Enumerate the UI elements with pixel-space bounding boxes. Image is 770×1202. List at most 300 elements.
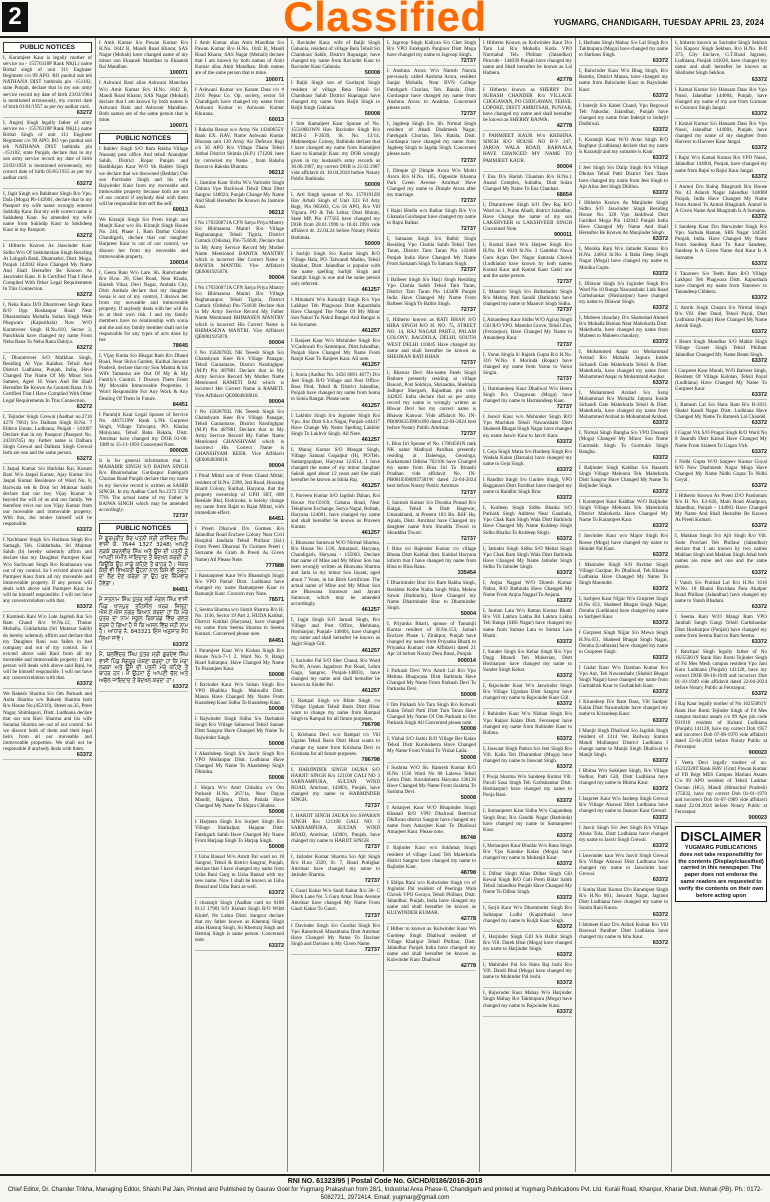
public-notice: I Rajni Bhella w/o Balkar Singh R/o V/o Ghanala Gurdaspur have changed my name to Rajni Balkar.	[387, 207, 476, 227]
ad-code: 72737	[291, 803, 380, 811]
ad-code: 100014	[99, 260, 188, 268]
column-1	[0, 38, 96, 1172]
ad-code: 63372	[579, 155, 668, 163]
ad-code: 72737	[387, 198, 476, 206]
ad-code: 461257	[291, 483, 380, 491]
ad-code: 63372	[195, 943, 284, 951]
disclaimer-text: YUGMARG PUBLICATIONS does not take responsibility for the contents (Display/classified) carried in this newspaper. The paper does not endorse the same readers are requested to verify the contents on their own before acting upon	[678, 845, 764, 899]
public-notice: ਮੈਂ ਸਤਨਾਮ ਸਿੰਘ ਪੁੱਤਰ ਸ੍ਰੀ ਮੰਗਲ ਸਿੰਘ ਵਾਸੀ ਪਿੰਡ ਖਾਨਪੁਰ ਤਹਿਸੀਲ ਖਰੜ ਜ਼ਿਲ੍ਹਾ ਐਸ.ਏ.ਐਸ ਨਗਰ ਬਿਆਨ ਕਰਦਾ ਹਾਂ ਕਿ ਮੇਰੇ ਪੁੱਤਰ ਦਾ ਨਾਮ ਸਕੂਲ ਰਿਕਾਰਡ ਵਿੱਚ ਗਲਤ ਦਰਜ ਹੋ ਗਿਆ ਹੈ ਜੋ ਕਿ ਅਸਲ ਵਿੱਚ ਸਹੀ ਨਾਮ ਹੈ। ਆਧਾਰ ਨੰ. 843321 ਇਸ ਅਨੁਸਾਰ ਸੋਧ ਲਿਆ ਜਾਵੇ।	[99, 597, 188, 642]
ad-code: 63372	[483, 980, 572, 988]
column-5	[384, 38, 480, 1172]
ad-code: 63372	[579, 620, 668, 628]
ad-code: 72737	[483, 342, 572, 350]
footer	[0, 1174, 770, 1202]
ad-code: 72737	[291, 878, 380, 886]
ad-code: 72737	[291, 844, 380, 852]
public-notice: I, Bina Jiri Spouse of No. 17064561N rank NK name Madhyal Pardhan presently residing at Daleenga, Geosinga, Karkatnand Odisha 762106 have Changed my name from Bina Jiri To Binashi Pradhan vide affidavit No. IN-PB08183080937381W dated 22-04-2024 best before Notary Public Amritsar.	[387, 440, 476, 490]
ad-code: 42778	[483, 123, 572, 131]
ad-code: 63372	[579, 718, 668, 726]
public-notice: I, Neha Rana D/O Dharmveer Singh Rana R/O Opp Roshanpur Road Near Dharamshala Mohalla Sultan Singh Wale Phagwara (Kapurthala) Now W/O Karamveer Singh H.No.610, Sector 3, Panchkula have changed my name From Neha Rana To Neha Rana Dahiya.	[3, 302, 92, 345]
ad-code: 461257	[291, 530, 380, 538]
public-notice: ਮੈਂ ਗੁਰਪ੍ਰੀਤ ਕੌਰ ਪਤਨੀ ਸ੍ਰੀ ਰਾਜਿੰਦਰ ਸਿੰਘ ਵਾਸੀ ਕੇ. 7644 1327 3248) ਆਪਣੇ ਲੜਕੇ ਕਰਨਵੀਰ ਸਿੰਘ ਅਤੇ ਉਸ ਦੀ ਪਤਨੀ ਨੂੰ ਆਪਣੀ ਜ਼ਮੀਨ ਜਾਇਦਾਦ ਤੋਂ ਬੇਦਖਲ ਕਰਦੀ ਹਾਂ ਕਿਉਂਕਿ ਉਹ ਸਾਡੇ ਕਹਿਣੇ ਤੋਂ ਬਾਹਰ ਹੈ। ਜੇਕਰ ਕੋਈ ਵੀ ਵਿਅਕਤੀ ਉਹਨਾਂ ਨਾਲ ਕਿਸੇ ਵੀ ਤਰ੍ਹਾਂ ਦਾ ਲੈਣ ਦੇਣ ਕਰੇਗਾ ਤਾਂ ਉਹ ਖੁਦ ਜ਼ਿੰਮੇਵਾਰ ਹੋਵੇਗਾ।	[99, 536, 188, 587]
public-notice: I, hitherto known as Surinder Singh Sekhon S/o Kapoor Singh Sekhon, R/o H.No. B-II 373, City Enclave, G.T.Road Jagraon, Ludhiana, Punjab 142026, have changed my name and shall hereafter be known as Shalinder Singh Sekhon.	[675, 40, 767, 77]
ad-code: 63372	[675, 214, 767, 222]
ad-code: 84451	[195, 638, 284, 646]
public-notice: I, HARJIT SINGH JAURA S/o SWARAN SINGH R/o 121100 GALI NO 3 SARNAMPURA, SULTAN WIND ROAD, Amritsar, 143001, Punjab, have changed my name to HARJIT SINGH.	[291, 813, 380, 844]
public-notice: I Seema Rani W/O Mangi Ram VPO Jandiali Sangh Gangi Tehsil Garhshankar Distt Hoshiarpur (Punjab) have changed my name from Seema Rani to Ram Seema.	[675, 614, 767, 639]
public-notice: I, Varun Singla S/ Rajesh Gupta R/o H.No. 316 W.No. 6 Morinda (Ropar) have changed my name from Varun to Varun Singla.	[483, 351, 572, 376]
ad-code: 98212	[195, 210, 284, 218]
public-notice: I, Jagdeep Singh S/o. Sh. Nirmal Singh resident of Abadi Dashmesh Nagar, Fatehgarh Churian, Teh. Batala, Distt. Gurdaspur have changed my name from Jagdeep Singh to Jagdip Singh. Concerned please note.	[387, 120, 476, 158]
ad-code: 63372	[675, 420, 767, 428]
ad-code: 63372	[579, 420, 668, 428]
public-notice: I, Tejinder Singh Grewal (Aadhar no.2716 4270 7663) S/o Dalbara Singh H.No. 7 Eldeco Estate, Ludhiana, Punjab - 141007 Declare that in my Passport (Passport No. 24316745) my Father name is Dalbara Singh Grewal and Dalbara Singh Grewal both are one and the same person.	[3, 413, 92, 457]
public-notice: I Hither to known as Kulwinder Kaur Wo Gurdeep Singh Dhaliwal resident of Village Khalipur Tehsil Phillaur, Distt. Jalandhar Punjab India have changed my name and shall hereafter be known as Kulwinder Kaur Dhaliwal	[387, 926, 476, 963]
column-3	[192, 38, 288, 1172]
ad-code: 461257	[291, 362, 380, 370]
ad-code: 63372	[579, 489, 668, 497]
public-notice: I Rajni W/o Kamal Kumar R/o VPO Nussi, Jalandhar 144004, Punjab, have changed my name from Rajni to Rajni Kaur Jangal.	[675, 155, 767, 174]
public-notice: I, Dilawar Singh S/o Joginder Singh R/o Ward No 10 Bunga Nawanshahr Link Road Garhshankar (Hoshiarpur) have changed my name to Dilawar Singh.	[579, 280, 668, 305]
public-notice: I, Ramesh Lal S/o Hans Ram R/o B-1831 Shakti Kandi Nagar Distt. Ludhiana Have Changed My Name To Ramesh Lal Chandel.	[675, 402, 767, 421]
ad-code: 63372	[483, 736, 572, 744]
public-notice: I, Bhawar Devi Mo-name Fateh Singh Rathore presently residing at village Bawari, Post Sokhiya, Shrinadna, Shekhala Jodhpur Shergarh, Rajasthan pin code 342025 India declare that as per army record my name is wrongly written as Bhwar Devi but my correct name is Bhawar Kanwar. Vide affidavit No. IN-PB08963539001490 dated 22-04-2024 best before Notary Public Amritsar.	[387, 369, 476, 431]
ad-code: 90004	[483, 164, 572, 172]
public-notice: I Bina s/o Rajender Kumar r/o village Bhuna Distt Kaithal distt. Kaithal Haryana inform that I have changed my name from Bina to Bina Rana.	[387, 546, 476, 571]
ad-code: 72737	[387, 360, 476, 368]
ad-code: 63372	[483, 1009, 572, 1017]
ad-code: 50009	[291, 241, 380, 249]
public-notice: I Anshma Arora W/o Naresh Narula previously called Anshma Arora, resident Sanjar Mohalla, Near BVN College Fatehgarh Churian, Teh. Batala, Distt. Gurdaspur have changed my name from Anshma Arora to Anshma. Concerned please note.	[387, 68, 476, 111]
ad-code: 63372	[579, 236, 668, 244]
public-notice: I, Rampal Singh s/o Bhim Singh r/o Village Ugahan Tehsil Basis Distt Hisar want to change my name from Rampal Singh to Rampal for all future purposes.	[291, 697, 380, 723]
imprint-line: Chief Editor, Dr. Chander Trikha, Managing Editor, Shashi Pal Jain, Printed and Published by Gaurav Goel for Yugmarg Prakashan from 28/1, Industrial Area Phase-II, Chandigarh and printed at Yugmarg Publications Pvt. Ltd. Kurali Road, Khanpur, Kharar Distt. Mohali (PB). Ph.: 0172-5082721, 2972414. Email: yugmarg@gmail.com	[7, 1187, 763, 1201]
public-notice: I, Vijay Kuma S/o Bhagat Ram R/o Dhand Road, Near Shiva Garden, Kaithal Jaswant Pradesh, declare that my Son Mamta & his Wife Tamanna are Out Of My & My Family's Control. I Disown Them From My Movable Immoveable Properties. I Won't Responsible For Any Work & Any Dealing Of Them In Future.	[99, 352, 188, 402]
public-notice: I, Parveen Kumar S/O Jagdish Dahan, R/o House No:C0169, Gahana Road, Near Telephone Exchange, Surya Nagar, Rohtak, Haryana 124001, have changed my name and shall hereafter be known as Praveen Kumar.	[291, 493, 380, 530]
public-notice: I Jaswir Kaur w/o Mohinder Singh R/O Vpo Machhan Tehsil Nawanshahr Distt Shaheed Bhagat Singh Nagar have changed my name Jaswir Kaur to Jasvir Kaur.	[483, 414, 572, 439]
public-notice: I Davinder Singh S/o Gurdial Singh R/o Vpo Ranodwali Musalmana Distt Amritsar Have Changed My Name To Daviner Singh and Daviner is My Given Name.	[291, 922, 380, 947]
public-notice: I, Monika Rani W/o Jatinder Kumar R/o H.No. 24814 St.No. 4 Baba Deep Singh Nagar (Moga) have changed my name to Monika Gupta.	[579, 246, 668, 271]
public-notice: I Balbeer Singh S/o Harji Singh Residing Vpo Chohla Sahib Tehsil Tarn Taran, District Tarn Taran Pin 143408 Punjab India Have Changed My Name From Balbeer Singh To Balbir Singh.	[387, 276, 476, 308]
public-notice: I Ashwani Kumar s/o Karam Dass r/o # 2161 Pepsu Co. Op. society, sector 50 Chandigarh have changed my name from Ashwani Kumar to Ashwani Kumar Khurana.	[195, 86, 284, 117]
public-notice: I Ashwani Rani alias Ashwani Manchan W/o Amit Kumar R/o H.No. 1842 B, Mandi Road Kharar, SAS Nagar (Mohali) declare that I am known by both names is Ashwani Rani and Ashwani Mandhan. Both names are of the same person that is mine.	[99, 80, 188, 124]
ad-code: 72737	[99, 513, 188, 521]
ad-code: 63372	[579, 271, 668, 279]
ad-code: 63372	[675, 392, 767, 400]
ad-code: 63372	[483, 673, 572, 681]
column-8	[672, 38, 770, 1172]
ad-code: 63372	[579, 877, 668, 885]
ad-code: 63372	[195, 890, 284, 898]
page-number: 2	[2, 2, 28, 32]
public-notice: I, Mahinder Pal S/o Hans Raj Joshi R/o Vill. Dandi Bhai (Moga) have changed my name to Mohinder Pal Joshi.	[483, 962, 572, 981]
public-notice: I Rajwinder Singh Sidhu S/o Darbaksh Singh R/o Village Sahnewal Tehsil Sanaur Distt Sangrur Have Changed My Name To Rajwinder Singh.	[195, 716, 284, 741]
public-notice: I, Harbans Singh Mahay S/o Lal Singh R/o Takhtupura (Moga) have changed my name to Harbans Singh.	[579, 40, 668, 59]
public-notice: I Rubinder Kaur W/o Nishan Singh R/o Vpo Raipur Kalan Distt. Ferozepur have changed my name from Rubinder Kaur to Rubina.	[483, 711, 572, 736]
public-notice: I No 15628783L NK Teeesh Singh S/o Ghanshyam Keer R/o Village Panagar, Tehsil Gautamaxe, District Narshighpur (M.P) Pin 487881 Declare that in My Army Service Record My Father Name Mentioned GHANSHYAM which is incorrect His Correct Name is GHANSHYAM KEER. Vice Affidavit QE0004838016.	[195, 408, 284, 464]
public-notice: I Smt Kamaljeet Kaur Spouse of No. 15518681WN Hav. Ravinder Singh R/o MCB-2 F-2639, St. No. 13/14, Mehmeetpur Colony, Bathinda declare that I have changed my name from Kamaljeet Kaur to Kamaljit Kaur. my DOB wrongly given in my husband's army records as 30.06.1967, my correct DOB is 21.02.1987 vide affidavit dt. 18.04.2024 before Notary Public Bathinda.	[291, 120, 380, 182]
public-notice: I Sarbjit Singh S/o Kartar Singh R/O Village Hala, PO. Talwandi Madho, Tehsil Shahkot, Distt. Jalandhar is popular with the name spelling Sarbjit Singh and Sarabjit Singh is one and the same person only referred.	[291, 250, 380, 288]
ad-code: 78645	[99, 343, 188, 351]
ad-code: 63372	[579, 552, 668, 560]
public-notice: I Shilpa Rani w/o Kulwinder Singh r/o of Jogindar Pal resident of Peeringa Wala Chowk VPO Goraya, Tehsil Phillaur, Distt. Jalandhar, Punjab, India have changed my name and shall hereafter be known as KULWINDER KUMAR.	[387, 879, 476, 917]
public-notice: I, Rajwinder Kaur W/o Jaswinder Singh R/o Village Ugrahan Distt Sangrur have changed my name to Rajwinder Kaur Gill.	[483, 683, 572, 702]
ad-code: 335454	[387, 570, 476, 578]
masthead	[0, 0, 770, 38]
ad-code: 63372	[675, 145, 767, 153]
public-notice: I Baldev Singh S/O Ram Rakha Village Nausanj post office And tehsil Anandpur Sahib, District Ropar Punjab and Rashbhajan Kaur W/O Sh Baldev Singh we declare that we disowned (Beddar) Our son Parvinder Singh and his wife Rajwinder Kaur from my moveable and immovable property because both are out of our control if anybody deal with them will be responsible him self the self.	[99, 146, 188, 207]
public-notice: I Vansh S/o Prahlad Lal R/o H.No 1616 W.No. 18 Bhaini Ravidass Para Akalpur Road Phillaur (Jalandhar) have changed my name to Vansh Bhadani.	[675, 580, 767, 605]
ad-code: 63372	[675, 691, 767, 699]
ad-code: 900023	[675, 815, 767, 823]
ad-code: 100071	[99, 70, 188, 78]
public-notice: I, Ravinder Kaur, wife of Baljit Singh Gahunia, resident of village Bela Tehsil Sri Chamkaur Sahib, District Rupnagar, have changed my name from Ravinder Kaur to Ravinder Kaur Gahunia.	[291, 40, 380, 71]
public-notice: I Usha Bansal W/o Amrit Pal ward no 18 Sangrur, Tehsil & district Sangrur, Punjab, declare that I have changed my name from Usha Rani Garg to Usha Bansal with my new name. Now I shall be known as Usha Bansal and Usha Rani as well.	[195, 853, 284, 891]
ad-code: 63372	[675, 329, 767, 337]
public-notice: I, Jagroop Singh Kaliyan S/o Chet Singh R/o VPO Fatehgarh Panjtoor Distt Moga have changed my name to Jagroop Singh.	[387, 40, 476, 59]
public-notice: I Kamlesh Rani W/o Late Jagdish Rai S/o Ram Chand R/o W.No.12, Thukur Mohalla, Giddarbaha (Sri Muktsar Sahib) do hereby solemnly affirm and declare that my Daughter Rani was fallen in bad company and out of my control. So i evicted above said Rani from all my moveable and immoveable property. If any person will deals with above said Rani, he will be himself responsible. I will not have any concern/relation with that.	[3, 614, 92, 682]
public-notice: I Hitherto Known As Jaswinder Kaur Sidhu W/o Of Sukhdarshan Singh Residing At Lohgarh Basti, Dhamsehri, Distt. Moga, Punjab 142042 Have Changed My Name And Shall Hereafter Be Known As Jaswinder Kaur. It Is Certified That I Have Complied With Other Legal Requirements In This Connection.	[3, 243, 92, 293]
ad-code: 98212	[195, 170, 284, 178]
public-notice: I Om Parkash S/o Tara Singh R/o Kotwali Kalan Tehsil Patti Distt Tarn Taran Have Changed My Name Of Om Parkash to Om Parkash Singh All Concerned please note.	[387, 701, 476, 727]
ad-code: 63372	[483, 798, 572, 806]
ad-code: 63372	[99, 642, 188, 650]
ad-code: 63372	[675, 261, 767, 269]
public-notice: I, Bhawana Saraswat W/O Nirmal Sharma, R/o House No 1/26, Amarpuri, Haryana, Chandigarh, Haryana - 135003, Declare that name of Mine and My Minor Son has been wrongly written as Bhawana Sharma and Jatin in my minor Son Jayant, aged about 7 Years, in his Birth Certificate. The actual name of Mine and My Minor Son are Bhawana Saraswat and Jayant Saraswat, which may be amended accordingly.	[291, 540, 380, 607]
ad-code: 63372	[99, 684, 188, 692]
public-notice: I Raksha Rawat w/o Army No 14360655Y Rank EX. HAV. Name Ashwani Kumar Bhurata unit 130 Army Air Defence Regt c/o 56 APO R/o Village Thana Tehsil Jubbal District Shimla (H.P.) 171206. here by corrected my Name , from Raksha Rawat to Raksha Bhurata.	[195, 127, 284, 170]
public-notice: I Raj Kaur legally mother of No 16255061Y Rank Hav Romi Tejinder Singh of Fd Mes campus mariani assam c/o 99 Apo pin code 931910 resident of Kuhani Ludhiana (Punjab) 141128, have my correct Dob 1957 and incorrect Dob 07-08-1970 vide affidavit dated 22-04-2024 before Notary Public at Ferozepur.	[675, 701, 767, 751]
section-title: Classified	[283, 0, 487, 40]
ad-code: 461257	[291, 607, 380, 615]
public-notice: I Baljit Singh son of Gurdayal Singh resident of village Bela Tehsil Sri Chamkaur Sahib District Rupnagar have changed my name from Baljit Singh to Baljit Singh Gahunia.	[291, 80, 380, 111]
ad-code: 50008	[387, 692, 476, 700]
ad-code: 63372	[483, 861, 572, 869]
public-notice: I Preeti Dharwal D/o Gurmen R/o Jalandhar Road Enclave Colony Near Civil Hospital Jandiala Tehsil Phillaur (Jal.) From Preeti Dharwal To Gurmen Preeti ( Surname As Gram & Preeti As Given Name) All Please Note.	[195, 526, 284, 563]
ad-code: 63372	[579, 523, 668, 531]
public-notice: I, Dharamveer Singh S/O Dev Raj R/O Ward no 1, Puran Abadi, district Jalandhar, Have Change the name of my son LAKSHVEER to LAKSHVEER SINGH Concerned Note.	[483, 201, 572, 233]
ad-code: 900014	[387, 658, 476, 666]
public-notice: I, Anjna Nagpal W/O Dinesh Kumar Nakra, R/O Bathinda Have Changed My Name From Anjna Nagpal To Anjana.	[483, 580, 572, 599]
public-notice: I, Satnaam Singh S/o Balbir Singh Residing Vpo Chohla Sahib Tehsil Tarn Taran, District Tarn Taran Pin 143408 Punjab India Have Changed My Name From Satnaam Singh To Satnam Singh.	[387, 236, 476, 267]
public-notice: I Dharminder Brar S/o Ram Rakha Singh, Resident Kothe Natha Singh Wala, Mehna Sawai (Bathinda), Have Changed my Name Dharminder Brar to Dharminder Singh.	[387, 580, 476, 611]
ad-code: 42778	[387, 963, 476, 971]
public-notice: I, Kuldeep Singh Sidhu Bhaika S/O Parkash Singh Address Near Gaushala, Vpo Chak Ram Singh Wala Distt Bathinda Have Changed My Name Kuldeep Singh Sidhu Bhaika To Kuldeep Singh.	[483, 505, 572, 536]
section-heading: PUBLIC NOTICES	[99, 133, 188, 144]
public-notice: I Minakshi W/o Kamaljit Singh R/o Vpo Lakhpur Teh Phagwara Distt Kapurthala Have Changed The Name Of My Minor Son Nakul To Nakul Bangar And Bangar is his Surname.	[291, 297, 380, 328]
ad-code: 72737	[387, 490, 476, 498]
public-notice: I, Dilbar Singh Alias Dilbar Singh Gill Kewal Singh R/O Gali Prem Bidar Sahib Tehsil Jalandhar Punjab Have Changed My Name To Dilbar Singh.	[483, 871, 572, 896]
ad-code: 50004	[387, 611, 476, 619]
public-notice: I charanjit Singh (Aadhar card no 6188 8112 1790) S/O Kishan Singh R/O Wildt Klub#, No Lahra Distt. Sangrur declare that my father known as Khemraj Singh alias Hansraj Singh, So Khemraj Singh and Hemraj Singh is same person. Concerned note.	[195, 900, 284, 943]
public-notice: I Amit Kumar alias Amit Mandhan S/o Pawan Kumar R/o H.No. 1842 B, Mandi Road Kharar, SAS Nagar (Mohali) declare that I am known by both names of Amit Kumar alias Amit Mandhan. Both names are of the same person that is mine.	[195, 40, 284, 77]
public-notice: I, Vishal S/O Jasbir R/O Village Ber Kalan Tehsil Distt Kurukshetra Have Changed My Name From Vishal To Vishal Lalia.	[387, 736, 476, 755]
ad-code: 50008	[291, 111, 380, 119]
ad-code: 63372	[3, 604, 92, 612]
disclaimer-title: DISCLAIMER	[680, 829, 762, 844]
public-notice: I, Manoj Kumar S/O Mangat Singh, Village Samani Gopalpur (H), PO/Teh. Samargopalpur, Haryana 124514, I have changed the name of my minor daughter Sakshi aged about 12 years and She shall hereafter be known as Ishita Raj.	[291, 446, 380, 484]
public-notice: I Ravinder Kaur W/o Sohan Singh R/o VPO Bhabhia Bugh. Maloudhi Distt. Mansa Have Changed My Name From Kuandeep Kaur Sidhu To Kuandeep Kaur.	[195, 681, 284, 707]
ad-code: 63272	[3, 110, 92, 118]
public-notice: I Manjit Singh Dhaliwal S/o Jagdish Singh resident of 1314 Vet. Railway Station Mandi Mullanpur District Ludhiana I change name to Manjit Singh Dhaliwal to Manjit Singh.	[579, 727, 668, 758]
ad-code: 63372	[675, 523, 767, 531]
public-notice: I No 170330071A CFN Satya Priya Mantry S/o Bhimasena Mantri R/o Village Raghunanpur, Tehsil Tigiria, District Cuttack (Odisha), Pin-754030, Declare that in My Army Service Record My Mother Name Mentioned BANITA MANTRY which is incorrect Her Correct Name is BANITA MANTRI. Vice Affidavit QE0001925078.	[195, 220, 284, 275]
ad-code: 48798	[387, 870, 476, 878]
ad-code: 60013	[195, 117, 284, 125]
public-notice: I Ishmeet Kaur D/o Ashok Kumar R/o Vill Barewal Pandher Distt Ludhiana have changed my name to Isha Kaur.	[579, 921, 668, 940]
public-notice: I Gurpreet Singh Nijjar S/o Mewa Singh H.No.651, Shaheed Bhagat Singh Nagar, Doraha (Ludhiana) have changed my name to Gurpreet Singh.	[579, 630, 668, 655]
ad-code: 63372	[483, 536, 572, 544]
ad-code: 63372	[579, 655, 668, 663]
public-notice: I Amit Kumar S/o Pawan Kumar R/o H.No. 1842 B, Mandi Road Kharar, SAS Nagar (Mohali) have changed name of my minor son Ekaansh Mandhan to Ekaansh Rai Mandhan.	[99, 40, 188, 71]
public-notice: I, Balwinder Kaur W/o Bhag Singh, R/o Baretta, District Mansa, have changed my name from Balwinder Kaur to Rajwinder Kaur.	[579, 68, 668, 93]
ad-code: 63372	[675, 111, 767, 119]
ad-code: 63372	[579, 190, 668, 198]
public-notice: I, Maanvir Singh S/o Balbahadur Singh R/o Mehraj Patti Sandii (Bathinda) have changed my name to Maanvir Singh Sidhu.	[483, 288, 572, 308]
ad-code: 63372	[483, 467, 572, 475]
public-notice: I Parkash Devi W/o Amrit Lal R/o Vpo Mehma Bhagwana Distt Bathinda Have Changed My Name From Parkash Devi To Parkasha Devi.	[387, 667, 476, 692]
ad-code: 72737	[483, 376, 572, 384]
public-notice: I, Mohammed Aaqar s/o Mohammad Arshad R/o Mohalla Jatpura Inside Sirhandi Gate Malerkotla Tehsil & Distt. Malerkotla, have changed my name from Mohammed Aaqar to Mohammad Aaqhar.	[579, 349, 668, 380]
ad-code: 72737	[291, 947, 380, 955]
ad-code: 50008	[291, 70, 380, 78]
ad-code: 72737	[387, 226, 476, 234]
public-notice: I No 170330071A CFN Satya Priya Mantry S/o Bhimasena Mantri R/o Village Raghunanpur, Tehsil Tigiria, District Cuttack (Odisha) Pin-754030 Declare that in My Army Service Record My Father Name Mentioned BHIMASEN MANTRY which is incorrect His Correct Name is BHIMASENA MANTRI. Vice Affidavit QE0001925078.	[195, 285, 284, 340]
public-notice: I, Geeta Rani W/o Late. Sh. Ramchander R/o H.no. 28, Ghel Road, Near Khada, Haresh Vihar, Devi Nagar, Ambala City, Distt Ambala declare that my daughter Sonia is out of my control, I disown her from my moveable and immoveable property. If anybody deals with her will do so at their own risk. I and my family members have no relationship with sonia and me and my family member shall not be responsible for any types of acts done by her.	[99, 269, 188, 343]
public-notice: I, Makhan Singh S/o Ajit Singh R/o Vill. Sodo Pravhati Teh Phillaur (Jalandhar) declare that I am known by two names Makhan Singh and Makhan Singh Johal both names are mine and one and the same person.	[675, 533, 767, 570]
public-notice: I Lakhbir Singh S/o Joginder Singh R/o Vpo. Aur Distt S.b.s Nagar, Punjab-144417 Have Change My Name Spelling Lakhbir Singh To Lakhvir Singh. All Note.	[291, 412, 380, 437]
public-notice: I Sandeep Kaur D/o Harwinder Singh R/o Vpo. Sarhala Raman, SBS Nagar 144501 Punjab, India. Have Changed My Name From Sandeep Kaur To Kaur Sandeep, Sandeep Is A Given Name And Kaur Is A Surname.	[675, 224, 767, 261]
public-notice: I, Jaswant Singh Pamra S/o Jeet Singh R/o Vill. Kalia Teh Dharamkot (Moga) have changed my name to Jaswant Singh.	[483, 745, 572, 764]
disclaimer-box	[675, 826, 767, 902]
column-7	[576, 38, 672, 1172]
public-notice: I, Surinder Pal S/O Sher Chand, R/o Ward No.06, Arwen Jagadwar Pur Road, Lehra Gaga, Sangrur, Punjab-148031, have changed my name and shall hereafter be known as Sinder Pal.	[291, 657, 380, 688]
public-notice: I, Gauri Kakar W/o Sunil Kakar R/o 36- C Block Lane No. 5 Guru Amar Dass Avenue Amritsar have changed My Name From Gauri Kakar To Gauri.	[291, 888, 380, 913]
public-notice: I, Santosh Kumar S/o Dwarka Prasad R/o Kalgai, Tehsil & Distt Bagewar, Uttarakhand, at Present 183 Bn. BSF Hq. Ajnala, Distt. Amritsar have Changed my daughter name from Shradda Tiwari to Shraddha Tiwari.	[387, 499, 476, 536]
public-notice: I, Jatinder Kumar Sharma S/o Ajit Singh R/o H.no 3320, St. 7, Road Putlighar Amritsar have changed my name to Jatinder Sharma.	[291, 853, 380, 879]
ad-code: 63372	[483, 439, 572, 447]
ad-code: 63272	[3, 233, 92, 241]
ad-code: 786798	[291, 757, 380, 765]
ad-code: 50008	[387, 795, 476, 803]
ad-code: 50008	[387, 755, 476, 763]
ad-code: 63372	[579, 786, 668, 794]
ad-code: 461257	[291, 648, 380, 656]
public-notice: It is for general information that I, MAHABIR SINGH S/O BAIWA SINGH R/o Bhairoshahar Gurdaspur Fatehgarh Churian Road Punjab declare that my name in my Service record is written as SAHIB SINGH. In my Aadhar Card No.2372 5578 7781 The actual name of my Father is BAIWA SINGH which may be amended accordingly.	[99, 458, 188, 513]
ad-code: 63372	[579, 689, 668, 697]
ad-code: 60013	[99, 207, 188, 215]
public-notice: I Ranjeet Kaur W/o Mohinder Singh R/o V.Gadowali P.o Sammipur, Distt.Jalandhar, Punjab Have Changed My Name From Ranjit Kaur To Ranjeet Kaur. All note.	[291, 337, 380, 362]
ad-code: 63372	[675, 449, 767, 457]
ad-code: 42778	[387, 916, 476, 924]
ad-code: 63372	[579, 940, 668, 948]
public-notice: I, Priyanka Bharti, spouse of Tamanjit Kumar resident of H.No.153, Jarnail Enclave Phase 1, Zirakpur, Punjab have changed my name from Priyanka Bharti to Priyanka Kumari vide Affidavit dated 21 Apr 24 before Notary Dera Bassi, Punjab.	[387, 620, 476, 658]
public-notice: I Jaspal Kumar S/o Harbilas Rai, Kusum Rani W/o Jaspal Kumar, Ajay Kumar S/o Jaspal Kumar Residence of Ward No. 8, Bariwala teh & Distt Sri Muktsar Sahib declare that our boy Vijay Kumar is beyond the will of us and our family. We therefore evict our son Vijay Kumar from our moveable and immovable property. With this, the tender himself will be responsible.	[3, 466, 92, 528]
ad-code: 63372	[579, 380, 668, 388]
ad-code: 900026	[99, 448, 188, 456]
dateline: YUGMARG, CHANDIGARH, TUESDAY APRIL 23, 2024	[553, 18, 764, 27]
ad-code: 72737	[387, 158, 476, 166]
public-notice: I Kamal Kumar S/o Hansam Dass R/o Vpo Nussi, Jalandhar 144004, Punjab, have changed my name of my son from Gurnoor to Gurnoor Singh Jangal.	[675, 86, 767, 111]
ad-code: 63272	[3, 292, 92, 300]
public-notice: I Sushma W/O Sh. Ramesh Kumar R/O H.No 1136 Ward No 08 Lalewa Tehsil Lehra Distt. Kurukshetra Haryana 136136 Have Changed My Name From Sushma To Sushma Devi.	[387, 764, 476, 795]
ad-code: 63372	[483, 639, 572, 647]
public-notice: I, Sunder Singh S/o Kehar Singh R/o Vpo Dugg Bhandi Teh Mukerian, Distt Hoshiarpur have changed my name to Sunder Singh Kehar.	[483, 648, 572, 674]
ad-code: 68654	[483, 192, 572, 200]
public-notice: I, Angrej Singh legally father of army service no - 15576318P Rank NK(L) name Birbal Singh of unit 111 Engineer Regiment c/o 99 APO, RO vpo punhul sub teh NATHANA DIST bathinda pin -151102, state Punjab, declare that in my son army service record my date of birth 23/03/1959 is mentioned erroneously, my correct date of birth 05/05/1955 as per my aadhar card.	[3, 119, 92, 181]
public-notice: I Jasvir Singh S/o Jeet Singh R/o Village Aluna Tola, Distt Ludhiana have changed my name to Jasvir Singh Grewal.	[579, 824, 668, 843]
public-notice: I, Krishana Devi w/o Rampal r/o Vill Ugalan Tehsil Basis Distt Hisar wants to change my name from Krishana Devi to Krishana for all future purposes.	[291, 732, 380, 757]
ad-code: 63372	[483, 895, 572, 903]
public-notice: I Shipra W/o Amit Chhabra c/o Om Parkash H.No. 267/1a, Near Dayaa Mandir, Rajpura, Distt. Patiala Have Changed My Name To Shipra Chhabra.	[195, 785, 284, 810]
public-notice: We Kiranjit Singh S/o Prem Singh and Manjit Kaur w/o Sh. Kiranjit Singh House No. 244, Phase 1, Ram Darbar Colony Chandigarh, declare that our daughter Harpreet Kaur is out of our control, we disown her from my moveable and immoveable property.	[99, 217, 188, 260]
ad-code: 63372	[483, 924, 572, 932]
ad-code: 42778	[483, 77, 572, 85]
ad-code: 63372	[675, 570, 767, 578]
ad-code: 50008	[195, 844, 284, 852]
public-notice: I Akashdeep Singh S/o Jasvir Singh R/o VPO Mullanpur Distt. Ludhiana Have Changed My Name To Akashdeep Singh Dhindsa.	[195, 750, 284, 775]
ad-code: 72737	[483, 404, 572, 412]
ad-code: 72737	[483, 307, 572, 315]
public-notice: I Veera Devi legally mother of no. 15232328T Rank HAV (Gmt) Pawan Kumar of FD Regt MES Campus Mariani Assam C/o 99 APO resident of Tehsil Laskhar Ownan (HG), Mandi (Himachal Pradesh) 175032, have my correct Dob 01-01-1970 and incorrect Dob 01-07-1969 vide affidavit dated 22.04.2024 before Notary Public at Ferozepur.	[675, 760, 767, 815]
ad-code: 63372	[579, 815, 668, 823]
ad-code: 90004	[195, 463, 284, 471]
ad-code: 63372	[483, 495, 572, 503]
public-notice: I Ramanpreet Kaur W/o Bhansingh Singh R/o VPO Pamal Distt. Ludhiana have changed my name Ramanpreet Kaur to Ramanjit Kaur. Concern may Note.	[195, 572, 284, 597]
public-notice: I, Karamjit Kaur W/O Avtar Singh R/O Baghpur (Ludhiana) declare that my name is Karamjit and my surname is Kaur.	[579, 137, 668, 156]
public-notice: I Gadar Kaur W/o Darshan Kumar R/o Vpo Aur, Teh Nawanshahr (Shahid Bhagat Singh Nagar) have changed my name from Gurbakhsh Kaur to Gurbakhsh Kaur.	[579, 664, 668, 690]
ad-code: 63272	[3, 181, 92, 189]
public-notice: I Randhir Singh S/o Gurdev Singh, VPO Bagganara Distt Faridkot have changed my name to Randhir Singh Brar.	[483, 476, 572, 496]
ad-code: 100071	[195, 77, 284, 85]
ad-code: 63372	[675, 174, 767, 182]
public-notice: I Bhima W/o Sukhjeet Singh, R/o Village Sudhar, Patti Gill, Distt Ludhiana have changed my name to Bhima Kaur.	[579, 767, 668, 787]
public-notice: I, Mohammed Arshad S/o Saraj Mohammad R/o Mohalla Jatpura Inside Sirhandi Gate Malerkotla Tehsil & Distt. Malerkotla, have changed my name from Mohammed Arshad to Mohammad Arshad.	[579, 389, 668, 421]
ad-code: 63372	[579, 305, 668, 313]
public-notice: I, Hitherto known as RATI BHAN S/O HIRA SINGH R/O H. NO. 75, STREET NO. 14, RAJ NAGAR PART-2, PALAM COLONY, BAGDOLA, DELHI, SOUTH WEST DELHI 110045 Have changed my name and shall hereafter be known as SHEORAN RATI BHAN.	[387, 317, 476, 360]
ad-code: 461257	[291, 328, 380, 336]
public-notice: I, Geja Singh Matta S/o Hardeep Singh R/o Wadala Kalan (Barnala) have changed my name to Geja Singh.	[483, 448, 572, 467]
column-4	[288, 38, 384, 1172]
ad-code: 72737	[387, 536, 476, 544]
public-notice: I Jeet Singh S/o Dalip Singh R/o Village Dholan Tehsil Patti District Tarn Taran have changed my name from Jeet Singh to Ajit Alias Jeet Singh Dhillon.	[579, 165, 668, 190]
ad-code: 50008	[195, 672, 284, 680]
public-notice: We Rakesh Sharma S/o Om Parkash and Anita Sharma w/o Rakesh Sharma both R/o House No.(452/10), Street no.35, Preet Nagar, Shimlapuri, Distt. Ludhiana declare that our son Ravi Sharma and his wife Sunaina Sharma are out of our control. So we disown both of them and their legal heirs from all our moveable and immoveable properties. We shall not be responsible if anybody deals with them.	[3, 691, 92, 753]
ad-code: 50008	[387, 726, 476, 734]
ad-code: 63372	[579, 58, 668, 66]
public-notice: I Gurpreet Kaur Mundi, W/O Balveer Singh, Resident Of Village Kalotan, Tehsil Payal (Ludhiana) Have Changed My Name To Gurpreet Kaur.	[675, 367, 767, 392]
ad-code: 90004	[195, 340, 284, 348]
ad-code: 461257	[291, 688, 380, 696]
public-notice: I, HARJINDER SINGH JAURA S/O HARJIT SINGH R/o 121100 GALI NO 3 SARNAMPURA, SULTAN WIND ROAD, Amritsar, 143001, Punjab, have changed my name to HARMINDER SINGH.	[291, 766, 380, 804]
ad-code: 63372	[483, 570, 572, 578]
ad-code: 50008	[195, 706, 284, 714]
ad-code: 86748	[387, 835, 476, 843]
public-notice: I Kamal Kumar S/o Hansam Dass R/o Vpo Nussi, Jalandhar 144004, Punjab, have changed my name of my daughter from Harveer to Harveer Kaur Jangal.	[675, 120, 767, 146]
column-6	[480, 38, 576, 1172]
ad-code: 63372	[675, 604, 767, 612]
ad-code: 63372	[579, 93, 668, 101]
public-notice: I Rajinder Kaur w/o Sukhmal Singh resident of village Lasoi Teh Malerkotla district Sangrur have changed my name to Rajinder Kaur.	[387, 845, 476, 870]
public-notice: I, Rajwinder Kaur Mahay W/o Harjinder Singh Mahay R/o Takhtupura (Moga) have changed my name to Rajwinder Kaur.	[483, 990, 572, 1009]
public-notice: I Paramjeet Kaur W/o Kishan Singh R/o House No.b-7+1 2, Ward No. 9, Rangi Road Sultanpur, Have Changed My Name To Paramjeet Kaur.	[195, 647, 284, 672]
ad-code: 786798	[291, 722, 380, 730]
public-notice: I, Dimple @ Dimple Arora W/o Mohit Arora R/o H.No. 165, Opposite Khanna Park Green Avenue Amritsar Have Changed my name to Dimple Arora after my marriage.	[387, 167, 476, 198]
public-notice: I Anmol D/o Balraj Bhagirath R/o House No. 42 Adarsh Nagar Jalandhar 144008 Punjab, India Have Changed My Name From Anmol To Anmol Bhagirath. Anmol Is A Given Name And Bhagirath Is A Surname.	[675, 183, 767, 214]
public-notice: I Jaspreet Kaur W/o Jasdeep Singh Grewal R/o Village Akuwal Distt Ludhiana have changed my name to Jasnoor Kaur Grewal.	[579, 796, 668, 815]
public-notice: I Pooja Sharma W/o Sandeep Kumar Vill. Pacoli Sasa Singh Teh Garhshankar Distt. Hoshiarpur) have changed my name to Pooja Rani.	[483, 774, 572, 799]
ad-code: 900023	[675, 750, 767, 758]
public-notice: I Pinal Mittal son of Prem Chand Mittal, resident of H.No. 2398, 2nd Road, Housing Board Colony, Kaithal, Haryana, that the property ownership of UPH 1BT, 600 Reedale Bhd, Etobicoke, is hereby change my name from Rajat to Rajat Mittal, with immediate effect.	[195, 473, 284, 516]
public-notice: I, Mubeen chaudary D/o Shamshad Ahmed R/o Mohalla Benian Near Malerkotla Distt. Malerkotla, have changed my name from Mubeen to Mubeen chaudary.	[579, 315, 668, 340]
public-notice: I, Harjinder Singh Gill S/o Balbir Singh R/o Vill. Darek Bhai (Moga) have changed my name to Harjinder Singh.	[483, 933, 572, 952]
public-notice: I, Sonia (Aadhar No. 3456 6691 4677) D/o Jeet Singh R/O Village and Post Office: Bass Pind, Tehsil & District Jalandhar, Punjab have changed my name from Soma to Sonia Bangar. Please note.	[291, 372, 380, 403]
ad-code: 63372	[579, 127, 668, 135]
public-notice: I Hitherto Known As Preeti D/O Parshotam R/o H. No. E4-626, Main Road Abadpura, Jalandhar, Punjab - 144003 Have Changed My Name And Shall Hereafter Be Known As Preeti Kumari.	[675, 492, 767, 524]
public-notice: I Jasvinder Kaur w/o Major Singh R/o Roose (Moga) have changed my name to Shinder Pal Kaur.	[579, 533, 668, 552]
ad-code: 84451	[195, 516, 284, 524]
ad-code: 63372	[579, 912, 668, 920]
public-notice: I, Sarbjeet Kaur Nijjar W/o Gurpreet Singh H.No 651, Shaheed Bhagat Singh Nagar, Dorahu (Ludhiana) have changed my name to Sarbjeet Kaur.	[579, 596, 668, 621]
public-notice: I, Jasmine Kaur Sichu W/o Varinder Singh Chhina Vpo Bachiwal Tehsil Dhar Distt Sangrur 148024, Punjab Change My Name And Shall Hereafter Be Known As Jasmine Kaur.	[195, 179, 284, 211]
classified-columns	[0, 38, 770, 1172]
ad-code: 100071	[99, 123, 188, 131]
ad-code: 63372	[675, 639, 767, 647]
public-notice: I Paramjit Kaur Legal Spouse of Service No. 4467519W Rank L/Nk Gurpreet Singh, Village Talwapur, PO. Khalsa Mohiyana, Tehsil Baba Bakala, Distt. Amritsar have changed my DOB 01-06-1989 to 15-11-1993 Concerned Note.	[99, 411, 188, 449]
public-notice: I Kirandeep D/o Ram Dass, Vill Saidpur Kalan Distt Nawanshahr have changed my name to Kirandeep Kaur.	[579, 699, 668, 718]
ad-code: 63372	[3, 527, 92, 535]
public-notice: I, Arti Singh spouse of No. 15791912H Hav Arbab Singh of Unit 333 Fd Arty Regt, Pin 905603, C/o 56 APO, R/o Vill Vigiara, PO & Teh Lehar, Distt Bhinin, State MP, Pin 477565 have changed my DOB from 28.01.1990 to 18.01.1991 vide affidavit dt. 22.04.24 before Notary Public Bathinda.	[291, 191, 380, 241]
ad-code: 461257	[291, 403, 380, 411]
public-notice: I Baljinder Singh Kaldhar S/o Basanth Singh Village Mehoura Teh. Malerkotla Distt Sangrur Have Changed My Name To Baljinder Singh.	[579, 464, 668, 489]
ad-code: 84451	[99, 587, 188, 595]
ad-code: 63372	[675, 483, 767, 491]
public-notice: I Hitherto Known as Kulwinder Kaur D/o Tarn Lal R/o Mohalla Kotla VPO Nurmahal Teh. Phillaur (Jalandhar) Pincode - 144039 Punjab have changed my name and Shall hereafter be known as Lal Hathera.	[483, 40, 572, 77]
public-notice: I, Jagjit Singh S/O Jarnail Singh, R/o Village and Post Office, Mehtiana, Hoshiarpur, Punjab- 146001, have changed my name and shall hereafter be known as Jagjit Singh Gill.	[291, 617, 380, 648]
public-notice: I, Nirmal Singh Bangha S/o VPO Dosanjh (Moga) Changed My Minor Son Name Gurmukh Singh To Gurmukh Singh Bangha.	[579, 430, 668, 455]
ad-code: 63272	[3, 404, 92, 412]
ad-code: 72737	[387, 307, 476, 315]
ad-code: 63372	[675, 358, 767, 366]
ad-code: 63272	[3, 456, 92, 464]
public-notice: I, Komal Kaur W/o Harjeet Singh R/o H.No. B-I 6019 St.No. 3 Gambhir Nawa Guru Arjan Dev Nagar Samrala Chowk (Ludhiana) have known by both names Komal Kaur and Komal Kaur Gabri one and the same person.	[483, 242, 572, 279]
ad-code: 72737	[291, 913, 380, 921]
ad-code: 63372	[3, 681, 92, 689]
registration-line: RNI NO. 61323/95 | Postal Code No. G/CHD/0186/2016-2018	[287, 1178, 483, 1185]
ad-code: 461257	[291, 437, 380, 445]
ad-code: 63372	[483, 952, 572, 960]
ad-code: 461257	[291, 287, 380, 295]
public-notice: I, Surjit Kaur W/o Dharminder Singh R/o Sultanpur Lodhi (Kapurthala) have changed my name to Kuljit Kaur Singh.	[483, 905, 572, 924]
public-notice: I Gagan Vrk S/O Pragat Singh R/O Ward No 8 Jasandh Distt Karnal Have Changed My Name From Sraleen To Gagan Virk.	[675, 430, 767, 449]
ad-code: 72737	[387, 58, 476, 66]
ad-code: 72737	[387, 431, 476, 439]
public-notice: I, Karamjeet Kaur is legally mother of service no - 15576318P Rank NK(L) name Birbal singh of unit 111 Engineer Regiment c/o 99 APO. RO punhul sub teh NATHANA DIST bathinda pin -151102, state Punjab, declare that in my son army service record my date of birth 23/03/1964 is mentioned erroneously, my correct date of birth 01/01/1957 as per my aadhar card.	[3, 55, 92, 110]
ad-code: 63372	[579, 586, 668, 594]
ad-code: 50008	[195, 809, 284, 817]
ad-code: 900011	[483, 232, 572, 240]
ad-code: 63372	[579, 758, 668, 766]
public-notice: I, Amrik Singh Chopra S/o Nirmal Singh R/o Vill. Sher Daud, Tehsil Payal, Distt Ludhiana (Punjab) Have Changed My Name Amrik Singh.	[675, 305, 767, 330]
public-notice: I, Suman Lata W/o Rattan Kumar Bhatti R/o Vill Lakhra Lakha Rd Lakhra Lakha Teh Banga (SBS Nagar) have changed my name from Suman Lata to Suman Lata Bhatti.	[483, 608, 572, 639]
ad-code: 63372	[483, 701, 572, 709]
public-notice: I, Dharamveer S/O Malkhan Singh, Residing At Vpo Kalahar, Tehsil And District Ludhiana, Punjab, India, Have Changed The Name Of My Minor Son Sameer, Aged 16 Years And He Shall Hereafter Be Known As Gautam Rana. It Is Certified That I Have Complied With Other Legal Requirements In This Connection.	[3, 354, 93, 404]
ad-code: 777888	[195, 563, 284, 571]
public-notice: I Tanoreev S/o Teeth Ram R/O Village Lakhpur Teh Phagwara Distt. Kapurthala have changed my name from Tanoreev to Tanandeep Chhhera.	[675, 270, 767, 295]
public-notice: I PARMJEET KAUR W/o KRISHNA SINGH R/O HOUSE NO B-V 247, JAROA WALA ROAD, BARNALA HAVE CHANGED MY NAME TO PARMJEET KAUR.	[483, 133, 572, 164]
ad-code: 72737	[387, 111, 476, 119]
ad-code: 63372	[579, 843, 668, 851]
